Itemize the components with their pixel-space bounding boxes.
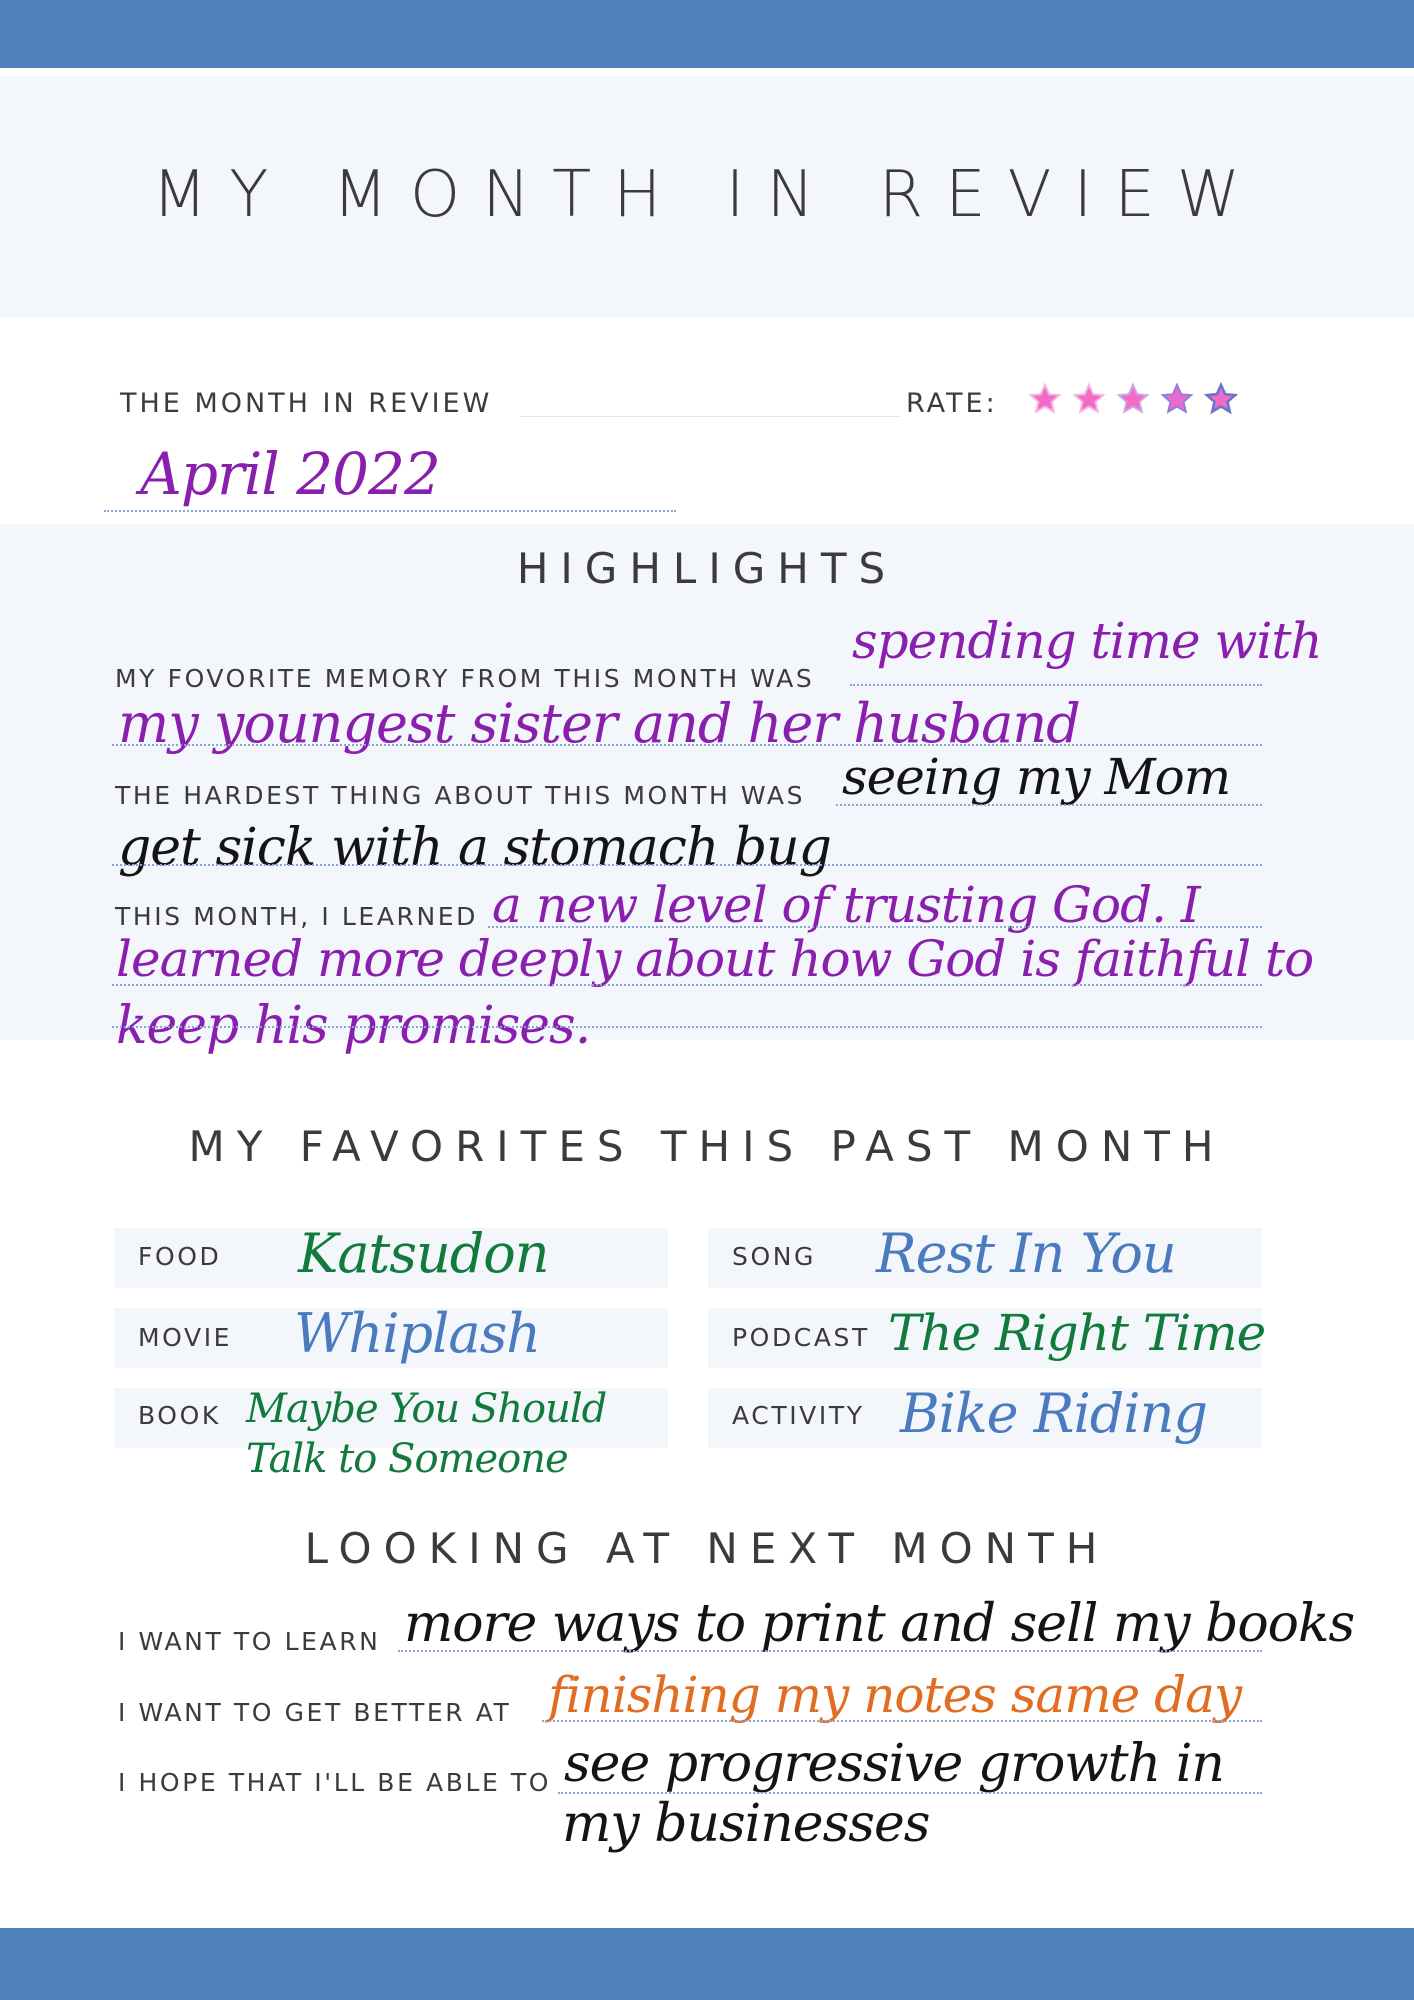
top-color-band xyxy=(0,0,1414,68)
book-label: BOOK xyxy=(138,1401,221,1430)
podcast-label: PODCAST xyxy=(732,1323,870,1352)
learned-label: THIS MONTH, I LEARNED xyxy=(115,902,479,931)
hardest-rule1 xyxy=(836,804,1262,806)
rating-stars[interactable] xyxy=(1028,382,1238,416)
book-value-line1: Maybe You Should xyxy=(246,1386,607,1432)
activity-label: ACTIVITY xyxy=(732,1401,865,1430)
learned-line3: keep his promises. xyxy=(116,996,591,1056)
star-icon[interactable] xyxy=(1116,382,1150,416)
hardest-label: THE HARDEST THING ABOUT THIS MONTH WAS xyxy=(115,781,806,810)
favorite-memory-line2: my youngest sister and her husband xyxy=(118,692,1080,755)
learned-rule3 xyxy=(112,1026,1262,1028)
hardest-line2: get sick with a stomach bug xyxy=(118,818,831,878)
better-value: finishing my notes same day xyxy=(548,1666,1242,1724)
song-value: Rest In You xyxy=(876,1222,1176,1285)
favorite-memory-line1: spending time with xyxy=(852,612,1322,670)
star-icon[interactable] xyxy=(1028,382,1062,416)
rate-label: RATE: xyxy=(906,388,998,419)
favorites-title: MY FAVORITES THIS PAST MONTH xyxy=(188,1122,1226,1171)
month-value-line xyxy=(104,510,676,512)
better-label: I WANT TO GET BETTER AT xyxy=(118,1698,512,1727)
song-label: SONG xyxy=(732,1242,817,1271)
page-title: MY MONTH IN REVIEW xyxy=(151,158,1263,232)
bottom-color-band xyxy=(0,1928,1414,2000)
month-value: April 2022 xyxy=(140,440,440,508)
hope-label: I HOPE THAT I'LL BE ABLE TO xyxy=(118,1768,552,1797)
favorite-memory-rule2 xyxy=(112,744,1262,746)
learned-line2: learned more deeply about how God is faithful to xyxy=(116,930,1314,988)
hardest-rule2 xyxy=(112,864,1262,866)
food-label: FOOD xyxy=(138,1242,222,1271)
month-review-rule xyxy=(520,416,900,417)
activity-value: Bike Riding xyxy=(900,1382,1207,1445)
favorite-memory-rule1 xyxy=(850,684,1262,686)
learned-rule2 xyxy=(112,984,1262,986)
hardest-line1: seeing my Mom xyxy=(842,748,1231,806)
star-icon[interactable] xyxy=(1204,382,1238,416)
learn-value: more ways to print and sell my books xyxy=(404,1594,1355,1654)
movie-value: Whiplash xyxy=(294,1302,541,1365)
learn-rule xyxy=(398,1650,1262,1652)
favorite-memory-label: MY FOVORITE MEMORY FROM THIS MONTH WAS xyxy=(115,664,815,693)
podcast-value: The Right Time xyxy=(888,1304,1266,1362)
hope-line1: see progressive growth in xyxy=(564,1734,1224,1794)
food-value: Katsudon xyxy=(298,1222,549,1285)
hope-line2: my businesses xyxy=(562,1794,930,1854)
learned-line1: a new level of trusting God. I xyxy=(492,876,1200,934)
highlights-title: HIGHLIGHTS xyxy=(516,544,898,593)
learned-rule1 xyxy=(488,926,1262,928)
star-icon[interactable] xyxy=(1072,382,1106,416)
book-value-line2: Talk to Someone xyxy=(246,1436,568,1482)
better-rule xyxy=(542,1720,1262,1722)
month-review-label: THE MONTH IN REVIEW xyxy=(120,388,493,419)
next-month-title: LOOKING AT NEXT MONTH xyxy=(304,1524,1110,1573)
learn-label: I WANT TO LEARN xyxy=(118,1627,381,1656)
movie-label: MOVIE xyxy=(138,1323,233,1352)
star-icon[interactable] xyxy=(1160,382,1194,416)
